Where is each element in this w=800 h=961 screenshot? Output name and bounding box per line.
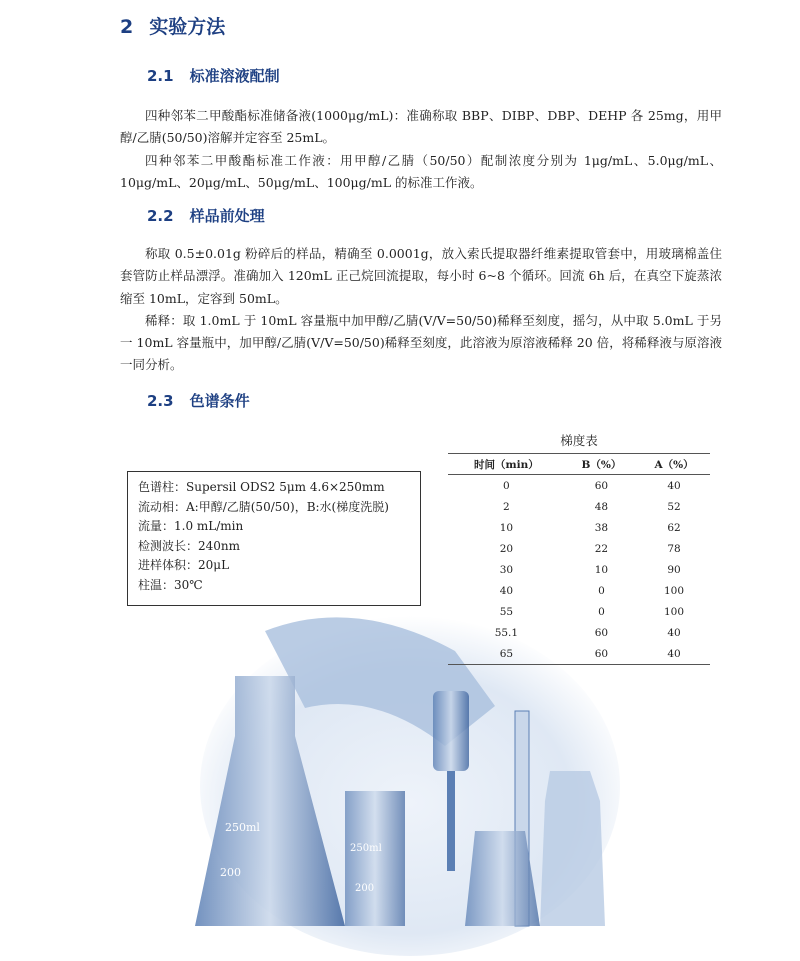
table-cell: 52	[667, 500, 681, 513]
paragraph-block-2-2	[120, 243, 722, 377]
table-cell: 60	[565, 643, 638, 665]
table-cell: 100	[663, 605, 685, 618]
section-heading: 2 实验方法	[120, 16, 226, 38]
table-cell: 10	[594, 563, 609, 576]
table-cell: 78	[667, 542, 681, 555]
chromatography-conditions-box	[127, 471, 421, 606]
subsection-heading-2-1: 2.1 标准溶液配制	[147, 67, 280, 85]
table-row	[448, 475, 710, 497]
condition-line: 流量：1.0 mL/min	[138, 519, 244, 534]
table-cell: 20	[499, 542, 514, 555]
subsection-heading-2-2: 2.2 样品前处理	[147, 207, 265, 225]
beaker-marking: 200	[355, 883, 375, 894]
flask-marking: 200	[220, 866, 241, 879]
table-cell: 22	[594, 542, 609, 555]
paragraph: 称取 0.5±0.01g 粉碎后的样品，精确至 0.0001g，放入索氏提取器纤维素提取管套中，用玻璃棉盖住套管防止样品漂浮。准确加入 120mL 正己烷回流提取，每小时 6~8 个循环。回流 6h 后，在真空下旋蒸浓缩至 10mL，定容到 50mL。	[120, 246, 722, 306]
table-cell: 30	[499, 563, 514, 576]
condition-line: 进样体积：20μL	[138, 558, 230, 573]
condition-line: 柱温：30℃	[138, 577, 203, 592]
table-cell: 40	[667, 626, 681, 639]
subsection-heading-2-3: 2.3 色谱条件	[147, 392, 250, 410]
table-row	[448, 496, 710, 517]
condition-line: 检测波长：240nm	[138, 538, 241, 553]
table-cell: 38	[594, 521, 609, 534]
table-cell: 40	[499, 584, 514, 597]
paragraph: 稀释：取 1.0mL 于 10mL 容量瓶中加甲醇/乙腈(V/V=50/50)稀释至刻度，摇匀，从中取 5.0mL 于另一 10mL 容量瓶中，加甲醇/乙腈(V/V=50/50)稀释至刻度，此溶液为原溶液稀释 20 倍，将稀释液与原溶液一同分析。	[120, 312, 722, 373]
table-cell: 100	[663, 584, 685, 597]
table-cell: 0	[503, 479, 510, 492]
table-cell: 90	[667, 563, 681, 576]
column-header: B（%）	[565, 454, 638, 475]
paragraph: 四种邻苯二甲酸酯标准工作液：用甲醇/乙腈（50/50）配制浓度分别为 1μg/mL、5.0μg/mL、10μg/mL、20μg/mL、50μg/mL、100μg/mL 的标准工作液。	[120, 152, 722, 190]
table-cell: 65	[448, 643, 565, 665]
table-cell: 62	[667, 521, 681, 534]
flask-marking: 250ml	[225, 821, 260, 834]
table-title: 梯度表	[560, 433, 598, 448]
paragraph-block-2-1	[120, 105, 722, 194]
table-row	[448, 601, 710, 622]
column-header: 时间（min）	[448, 454, 565, 475]
table-cell: 40	[638, 643, 710, 665]
table-cell: 2	[503, 500, 510, 513]
table-cell: 55.1	[494, 626, 519, 639]
table-row	[448, 580, 710, 601]
condition-line: 色谱柱：Supersil ODS2 5μm 4.6×250mm	[138, 480, 385, 494]
beaker-marking: 250ml	[350, 843, 382, 854]
table-cell: 48	[594, 500, 609, 513]
table-cell: 55	[499, 605, 514, 618]
column-header: A（%）	[638, 454, 710, 475]
table-row	[448, 622, 710, 643]
table-row	[448, 643, 710, 665]
paragraph: 四种邻苯二甲酸酯标准储备液(1000μg/mL)：准确称取 BBP、DIBP、DBP、DEHP 各 25mg，用甲醇/乙腈(50/50)溶解并定容至 25mL。	[120, 108, 722, 146]
table-cell: 0	[598, 605, 605, 618]
table-row	[448, 559, 710, 580]
table-cell: 60	[594, 626, 609, 639]
table-row	[448, 517, 710, 538]
gradient-table	[448, 453, 710, 665]
table-cell: 10	[499, 521, 514, 534]
table-row	[448, 538, 710, 559]
table-cell: 0	[598, 584, 605, 597]
condition-line: 流动相：A:甲醇/乙腈(50/50)，B:水(梯度洗脱)	[138, 499, 389, 514]
table-cell: 40	[667, 479, 681, 492]
table-cell: 60	[594, 479, 609, 492]
